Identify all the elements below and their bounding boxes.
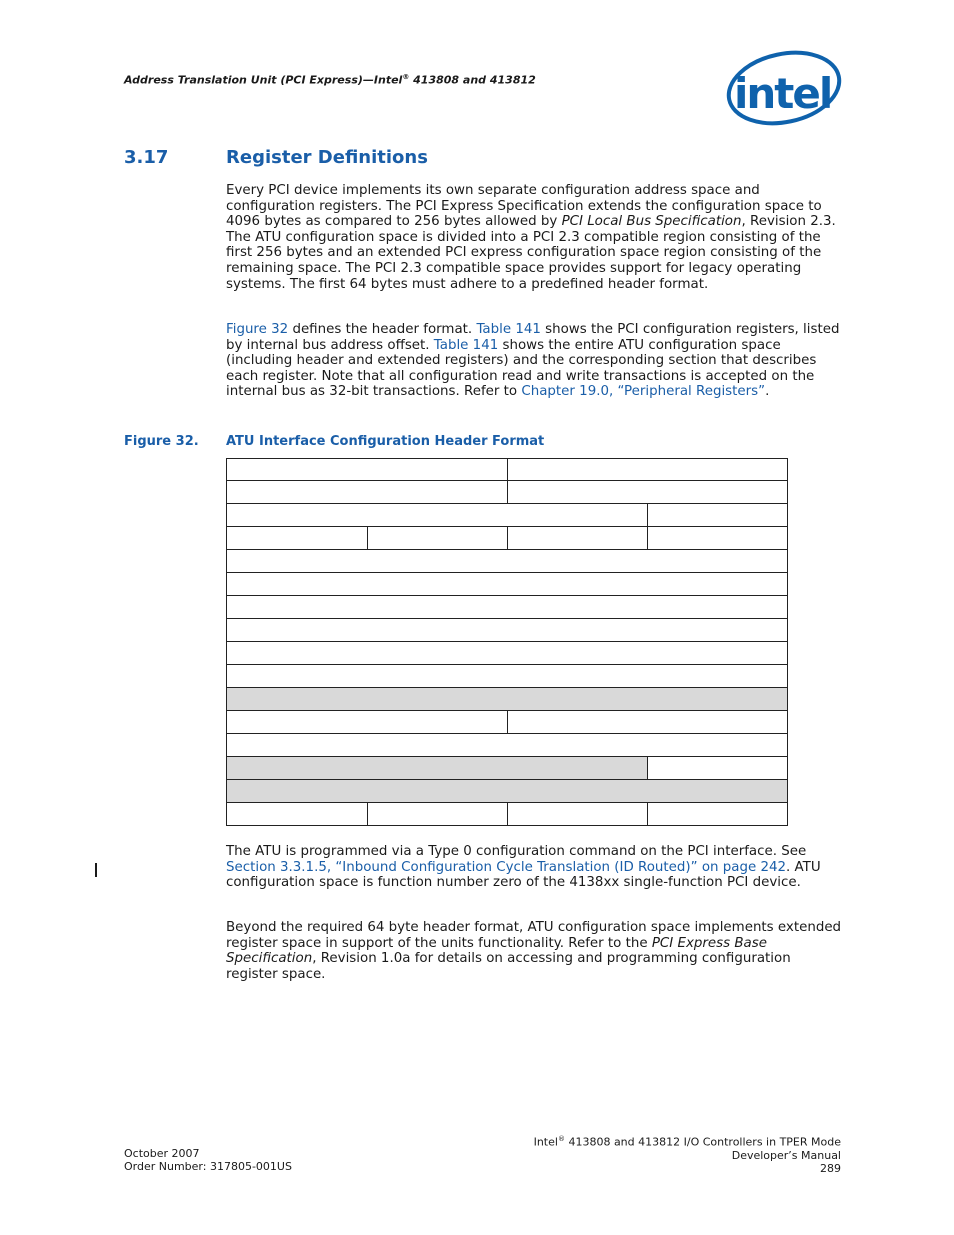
grid-cell — [227, 481, 508, 503]
section-3-3-1-5-link[interactable]: Section 3.3.1.5, “Inbound Configuration Cycle Translation (ID Routed)” on page 242 — [226, 859, 787, 875]
page-number: 289 — [820, 1161, 841, 1175]
grid-row — [226, 619, 788, 642]
grid-row — [226, 665, 788, 688]
registered-mark: ® — [402, 73, 410, 81]
running-header — [124, 73, 536, 87]
grid-cell — [508, 459, 787, 480]
grid-cell-reserved — [227, 780, 787, 802]
grid-row — [226, 596, 788, 619]
grid-cell — [227, 711, 508, 733]
grid-row — [226, 757, 788, 780]
grid-cell — [648, 504, 787, 526]
table-141-link-2[interactable]: Table 141 — [433, 337, 499, 353]
intel-logo-wordmark: intel — [734, 69, 832, 118]
grid-cell — [227, 459, 508, 480]
grid-row — [226, 711, 788, 734]
table-141-link[interactable]: Table 141 — [476, 322, 541, 337]
grid-row — [226, 527, 788, 550]
spec-title-italic: PCI Local Bus Specification — [561, 214, 742, 230]
footer-left — [124, 1147, 292, 1173]
grid-cell — [508, 803, 648, 825]
revision-change-bar — [95, 863, 97, 877]
figure-title: ATU Interface Configuration Header Format — [226, 434, 545, 449]
paragraph-header-format: Figure 32 defines the header format. Table 141 shows the PCI configuration registers, listed by internal bus address offset. Table 141 shows the entire ATU configuration space (including header and extended registers) and the corresponding section that describes each register. Note that all configuration read and write transactions is accepted on the internal bus as 32-bit transactions. Refer to Chapter 19.0, “Peripheral Registers”. — [226, 322, 840, 400]
grid-cell — [227, 596, 787, 618]
grid-row — [226, 642, 788, 665]
grid-cell — [227, 550, 787, 572]
grid-cell — [227, 665, 787, 687]
intel-logo — [722, 48, 844, 130]
footer-right — [534, 1133, 841, 1175]
grid-row — [226, 573, 788, 596]
grid-row-reserved — [226, 780, 788, 803]
grid-cell — [648, 527, 787, 549]
grid-cell — [648, 757, 787, 779]
grid-cell — [227, 734, 787, 756]
footer-product: Intel® 413808 and 413812 I/O Controllers in TPER Mode — [533, 1135, 841, 1149]
grid-cell — [227, 803, 368, 825]
paragraph-type0-config: The ATU is programmed via a Type 0 configuration command on the PCI interface. See Section 3.3.1.5, “Inbound Configuration Cycle Translation (ID Routed)” on page 242. ATU configuration space is function number zero of the 4138xx single-function PCI device. — [226, 844, 821, 891]
grid-cell — [227, 642, 787, 664]
grid-cell-reserved — [227, 757, 648, 779]
footer-manual: Developer’s Manual — [731, 1148, 841, 1162]
footer-order-number: Order Number: 317805-001US — [124, 1160, 292, 1173]
grid-row — [226, 504, 788, 527]
paragraph-intro: Every PCI device implements its own separate configuration address space and configuration registers. The PCI Express Specification extends the configuration space to 4096 bytes as compared to 256 bytes allowed by PCI Local Bus Specification, Revision 2.3. The ATU configuration space is divided into a PCI 2.3 compatible region consisting of the first 256 bytes and an extended PCI express configuration space region consisting of the remaining space. The PCI 2.3 compatible space provides support for legacy operating systems. The first 64 bytes must adhere to a predefined header format. — [226, 183, 836, 292]
grid-cell — [368, 527, 508, 549]
config-header-grid — [226, 458, 788, 826]
figure-32-link[interactable]: Figure 32 — [226, 322, 289, 337]
grid-cell — [368, 803, 508, 825]
running-header-text: Address Translation Unit (PCI Express)—Intel — [124, 73, 403, 87]
grid-cell — [227, 619, 787, 641]
paragraph-extended-space: Beyond the required 64 byte header format, ATU configuration space implements extended register space in support of the units functionality. Refer to the PCI Express Base Specification, Revision 1.0a for details on accessing and programming configuration register space. — [226, 920, 842, 982]
grid-cell — [227, 573, 787, 595]
spec-title-italic: PCI Express Base Specification — [226, 935, 767, 967]
footer-date: October 2007 — [124, 1147, 200, 1160]
grid-row — [226, 803, 788, 826]
chapter-19-link[interactable]: Chapter 19.0, “Peripheral Registers” — [521, 384, 766, 400]
grid-cell — [508, 527, 648, 549]
section-title: Register Definitions — [226, 147, 428, 168]
grid-row — [226, 481, 788, 504]
grid-cell — [227, 504, 648, 526]
grid-cell — [648, 803, 787, 825]
grid-row — [226, 734, 788, 757]
grid-row — [226, 458, 788, 481]
figure-number: Figure 32. — [124, 434, 199, 449]
section-number: 3.17 — [124, 147, 169, 168]
grid-cell — [508, 711, 787, 733]
grid-row — [226, 550, 788, 573]
grid-cell — [508, 481, 787, 503]
grid-cell-reserved — [227, 688, 787, 710]
running-header-text-end: 413808 and 413812 — [409, 73, 536, 87]
grid-cell — [227, 527, 368, 549]
grid-row-reserved — [226, 688, 788, 711]
